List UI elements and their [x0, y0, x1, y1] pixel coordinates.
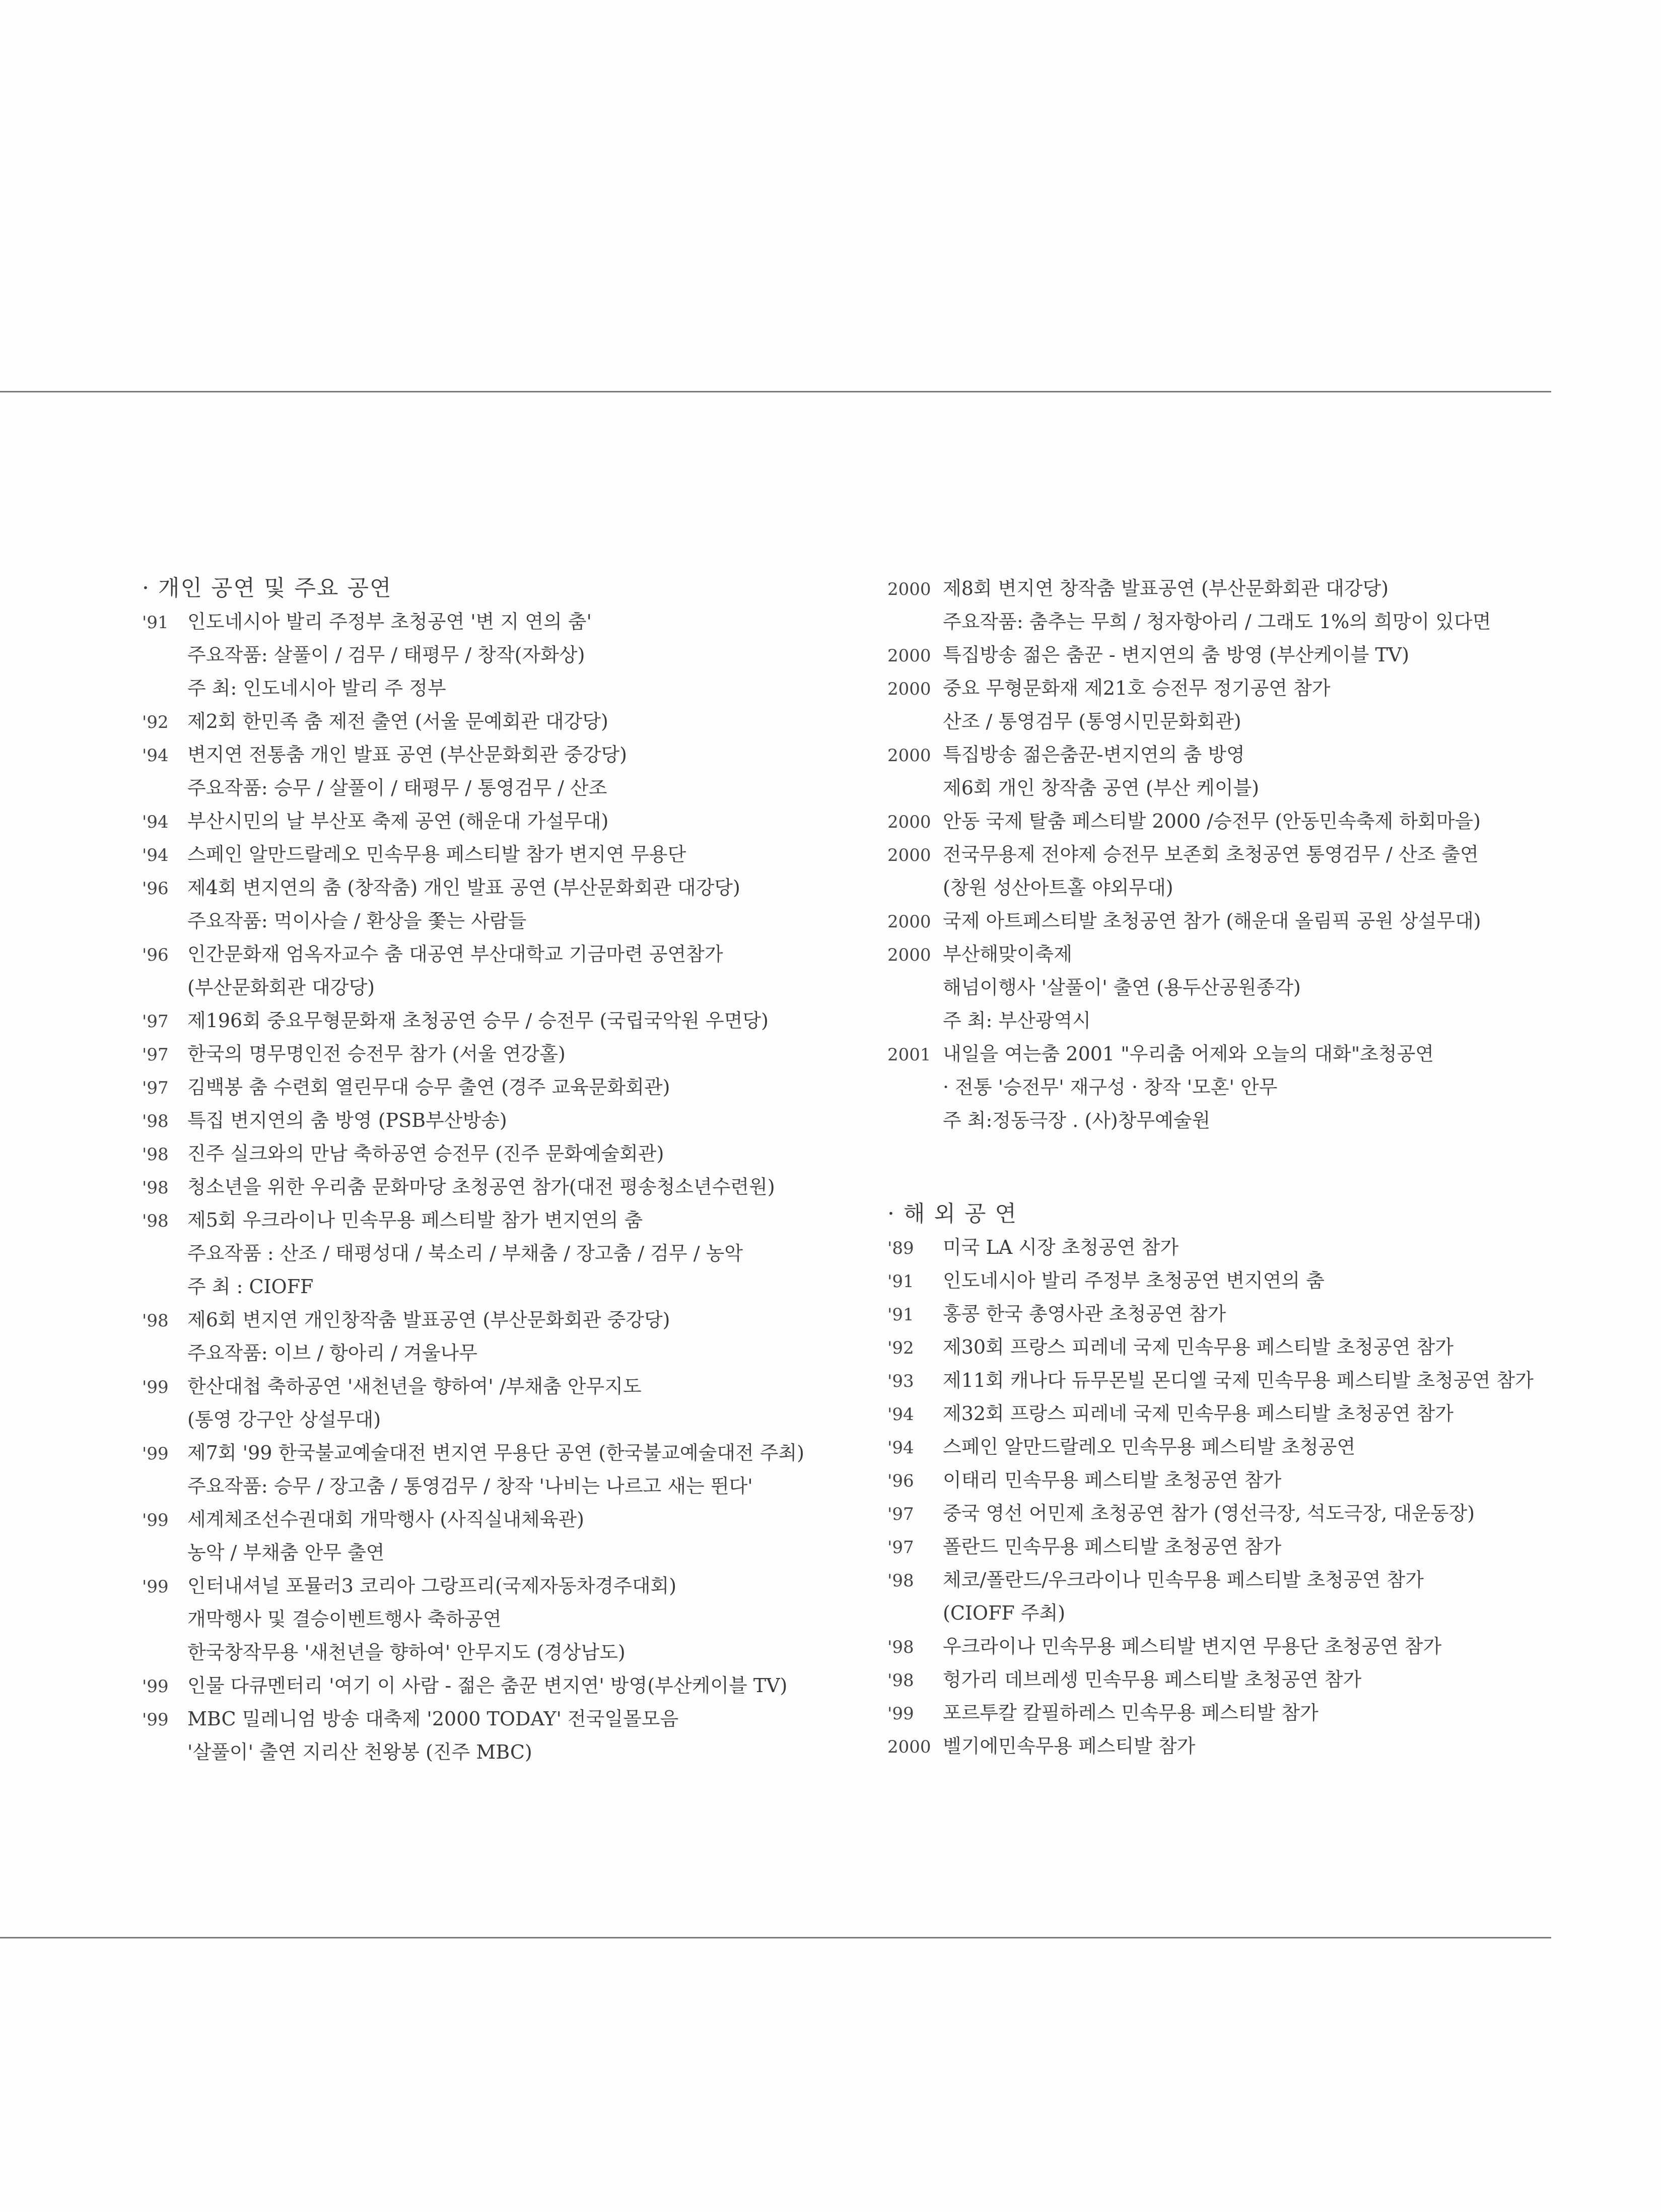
- entry-year: '99: [142, 1677, 169, 1697]
- entry-year: '98: [142, 1145, 169, 1165]
- entry-line: [142, 1370, 857, 1403]
- entry-text: 주요작품: 춤추는 무희 / 청자항아리 / 그래도 1%의 희망이 있다면: [943, 611, 1491, 633]
- entry-line: [887, 937, 1623, 971]
- entry-year: '97: [142, 1012, 169, 1032]
- entry-line: [142, 1004, 857, 1037]
- entry-line: [887, 1364, 1623, 1397]
- entry-year: '91: [142, 613, 169, 633]
- domestic-continued-entries: [887, 572, 1623, 1137]
- section-spacer: [887, 1137, 1623, 1197]
- entry-text: '살풀이' 출연 지리산 천왕봉 (진주 MBC): [187, 1741, 532, 1763]
- entry-line: [142, 1237, 857, 1270]
- entry-year: '93: [887, 1371, 914, 1391]
- entry-year: '94: [887, 1404, 914, 1425]
- entry-year: 2000: [887, 746, 931, 766]
- entry-year: '98: [142, 1211, 169, 1231]
- list-item: [142, 1702, 857, 1769]
- left-column: [142, 572, 857, 1769]
- entry-text: 인도네시아 발리 주정부 초청공연 변지연의 춤: [943, 1269, 1325, 1292]
- entry-text: 제6회 개인 창작춤 공연 (부산 케이블): [943, 777, 1260, 799]
- entry-line: [142, 1403, 857, 1436]
- entry-line: [142, 1536, 857, 1569]
- list-item: [887, 1729, 1623, 1763]
- entry-line: [142, 1303, 857, 1336]
- entry-text: 특집방송 젊은춤꾼-변지연의 춤 방영: [943, 744, 1245, 766]
- entry-text: 제196회 중요무형문화재 초청공연 승무 / 승전무 (국립국악원 우면당): [187, 1010, 769, 1032]
- list-item: [142, 1203, 857, 1303]
- list-item: [887, 638, 1623, 672]
- entry-year: 2001: [887, 1045, 931, 1065]
- list-item: [142, 1070, 857, 1104]
- entry-line: [142, 1503, 857, 1536]
- entry-year: '97: [887, 1504, 914, 1524]
- entry-text: 주요작품 : 산조 / 태평성대 / 북소리 / 부채춤 / 장고춤 / 검무 / 농악: [187, 1242, 743, 1264]
- entry-text: 해넘이행사 '살풀이' 출연 (용두산공원종각): [943, 976, 1301, 998]
- entry-text: 제32회 프랑스 피레네 국제 민속무용 페스티발 초청공연 참가: [943, 1402, 1454, 1425]
- entry-line: [887, 1264, 1623, 1297]
- entry-line: [142, 871, 857, 904]
- entry-text: · 전통 '승전무' 재구성 · 창작 '모혼' 안무: [943, 1076, 1278, 1098]
- bottom-divider-rule: [0, 1937, 1551, 1938]
- entry-text: 중국 영선 어민제 초청공연 참가 (영선극장, 석도극장, 대운동장): [943, 1502, 1475, 1524]
- entry-year: '99: [142, 1444, 169, 1464]
- list-item: [887, 805, 1623, 838]
- entry-text: 주요작품: 승무 / 살풀이 / 태평무 / 통영검무 / 산조: [187, 777, 607, 799]
- entry-line: [142, 971, 857, 1004]
- entry-year: 2000: [887, 1737, 931, 1757]
- entry-year: '94: [142, 812, 169, 832]
- entry-line: [142, 638, 857, 672]
- entry-year: '94: [142, 845, 169, 865]
- list-item: [887, 1663, 1623, 1696]
- list-item: [887, 672, 1623, 738]
- entry-line: [142, 1070, 857, 1104]
- list-item: [887, 1264, 1623, 1297]
- list-item: [887, 1297, 1623, 1330]
- entry-text: 개막행사 및 결승이벤트행사 축하공연: [187, 1608, 502, 1630]
- entry-year: '91: [887, 1271, 914, 1292]
- entry-line: [142, 1702, 857, 1735]
- entry-text: 인간문화재 엄옥자교수 춤 대공연 부산대학교 기금마련 공연참가: [187, 943, 723, 965]
- entry-year: 2000: [887, 845, 931, 865]
- entry-line: [142, 904, 857, 937]
- entry-text: 제30회 프랑스 피레네 국제 민속무용 페스티발 초청공연 참가: [943, 1336, 1454, 1358]
- list-item: [142, 1569, 857, 1669]
- entry-text: (창원 성산아트홀 야외무대): [943, 877, 1173, 899]
- entry-line: [887, 1596, 1623, 1630]
- entry-text: (통영 강구안 상설무대): [187, 1409, 381, 1431]
- entry-line: [887, 1297, 1623, 1330]
- entry-text: 인물 다큐멘터리 '여기 이 사람 - 젊은 춤꾼 변지연' 방영(부산케이블 TV): [187, 1674, 788, 1697]
- entry-text: 전국무용제 전야제 승전무 보존회 초청공연 통영검무 / 산조 출연: [943, 843, 1479, 865]
- entry-line: [142, 1469, 857, 1503]
- entry-year: '98: [887, 1637, 914, 1657]
- entry-line: [142, 1170, 857, 1203]
- entry-text: 주요작품: 승무 / 장고춤 / 통영검무 / 창작 '나비는 나르고 새는 뛴다': [187, 1475, 753, 1497]
- list-item: [887, 937, 1623, 1037]
- entry-year: '97: [887, 1537, 914, 1558]
- entry-line: [887, 1729, 1623, 1763]
- entry-year: '97: [142, 1045, 169, 1065]
- entry-line: [142, 672, 857, 705]
- entry-line: [887, 1563, 1623, 1596]
- entry-line: [142, 937, 857, 971]
- entry-year: '98: [142, 1111, 169, 1131]
- entry-text: 인도네시아 발리 주정부 초청공연 '변 지 연의 춤': [187, 611, 592, 633]
- list-item: [142, 1137, 857, 1170]
- entry-year: '98: [142, 1311, 169, 1331]
- entry-line: [887, 1104, 1623, 1137]
- entry-year: 2000: [887, 912, 931, 932]
- entry-text: 부산시민의 날 부산포 축제 공연 (해운대 가설무대): [187, 810, 609, 832]
- entry-text: 포르투칼 칼필하레스 민속무용 페스티발 참가: [943, 1702, 1319, 1724]
- entry-text: 벨기에민속무용 페스티발 참가: [943, 1735, 1196, 1757]
- entry-text: 인터내셔널 포뮬러3 코리아 그랑프리(국제자동차경주대회): [187, 1575, 677, 1597]
- entry-text: 스페인 알만드랄레오 민속무용 페스티발 초청공연: [943, 1436, 1356, 1458]
- entry-line: [887, 1663, 1623, 1696]
- entry-text: 미국 LA 시장 초청공연 참가: [943, 1236, 1179, 1258]
- entry-text: 헝가리 데브레셍 민속무용 페스티발 초청공연 참가: [943, 1668, 1362, 1691]
- entry-text: 홍콩 한국 총영사관 초청공연 참가: [943, 1303, 1226, 1325]
- list-item: [142, 738, 857, 805]
- entry-line: [887, 904, 1623, 937]
- entry-line: [142, 1336, 857, 1370]
- entry-year: '99: [887, 1704, 914, 1724]
- entry-text: 주 최: 부산광역시: [943, 1010, 1091, 1032]
- entry-year: '97: [142, 1078, 169, 1098]
- list-item: [887, 1497, 1623, 1530]
- entry-line: [142, 1203, 857, 1237]
- entry-year: '98: [887, 1571, 914, 1591]
- list-item: [142, 605, 857, 705]
- entry-year: 2000: [887, 646, 931, 666]
- list-item: [887, 1231, 1623, 1264]
- entry-text: 주 최 : CIOFF: [187, 1276, 314, 1298]
- entry-line: [887, 771, 1623, 805]
- list-item: [887, 572, 1623, 638]
- entry-text: 특집방송 젊은 춤꾼 - 변지연의 춤 방영 (부산케이블 TV): [943, 644, 1410, 666]
- entry-text: 이태리 민속무용 페스티발 초청공연 참가: [943, 1469, 1282, 1491]
- list-item: [142, 1370, 857, 1436]
- list-item: [887, 1696, 1623, 1729]
- entry-line: [142, 1104, 857, 1137]
- entry-year: '94: [142, 746, 169, 766]
- entry-year: 2000: [887, 945, 931, 965]
- entry-text: 폴란드 민속무용 페스티발 초청공연 참가: [943, 1535, 1282, 1558]
- entry-line: [887, 1497, 1623, 1530]
- entry-text: 제8회 변지연 창작춤 발표공연 (부산문화회관 대강당): [943, 577, 1389, 599]
- entry-text: 특집 변지연의 춤 방영 (PSB부산방송): [187, 1109, 507, 1131]
- entry-year: 2000: [887, 812, 931, 832]
- overseas-entries: [887, 1231, 1623, 1763]
- entry-line: [887, 838, 1623, 871]
- list-item: [142, 1303, 857, 1370]
- entry-text: 제11회 캐나다 듀무몬빌 몬디엘 국제 민속무용 페스티발 초청공연 참가: [943, 1369, 1534, 1391]
- entry-text: 진주 실크와의 만남 축하공연 승전무 (진주 문화예술회관): [187, 1143, 664, 1165]
- list-item: [142, 1669, 857, 1702]
- list-item: [142, 871, 857, 937]
- entry-year: '92: [887, 1338, 914, 1358]
- list-item: [142, 838, 857, 871]
- entry-text: 스페인 알만드랄레오 민속무용 페스티발 참가 변지연 무용단: [187, 843, 686, 865]
- list-item: [887, 1037, 1623, 1137]
- list-item: [887, 1330, 1623, 1364]
- entry-line: [142, 805, 857, 838]
- entry-line: [887, 1330, 1623, 1364]
- entry-text: 내일을 여는춤 2001 "우리춤 어제와 오늘의 대화"초청공연: [943, 1043, 1434, 1065]
- entry-text: 한국의 명무명인전 승전무 참가 (서울 연강홀): [187, 1043, 566, 1065]
- list-item: [142, 805, 857, 838]
- entry-year: '91: [887, 1305, 914, 1325]
- entry-line: [887, 605, 1623, 638]
- entry-year: '92: [142, 712, 169, 732]
- entry-year: '89: [887, 1238, 914, 1258]
- entry-text: (부산문화회관 대강당): [187, 976, 375, 998]
- entry-line: [142, 1270, 857, 1303]
- top-divider-rule: [0, 391, 1551, 392]
- entry-text: 제7회 '99 한국불교예술대전 변지연 무용단 공연 (한국불교예술대전 주최): [187, 1442, 805, 1464]
- list-item: [142, 937, 857, 1004]
- entry-text: (CIOFF 주최): [943, 1602, 1066, 1624]
- list-item: [142, 1037, 857, 1070]
- entry-line: [887, 705, 1623, 738]
- list-item: [887, 838, 1623, 904]
- list-item: [887, 904, 1623, 937]
- entry-text: MBC 밀레니엄 방송 대축제 '2000 TODAY' 전국일몰모음: [187, 1708, 679, 1730]
- section-heading-domestic: · 개인 공연 및 주요 공연: [142, 575, 392, 601]
- entry-line: [887, 1231, 1623, 1264]
- entry-line: [142, 1137, 857, 1170]
- entry-text: 산조 / 통영검무 (통영시민문화회관): [943, 710, 1241, 732]
- entry-line: [887, 971, 1623, 1004]
- entry-text: 한국창작무용 '새천년을 향하여' 안무지도 (경상남도): [187, 1641, 626, 1663]
- entry-line: [887, 1463, 1623, 1497]
- entry-text: 국제 아트페스티발 초청공연 참가 (해운대 올림픽 공원 상설무대): [943, 910, 1481, 932]
- list-item: [887, 1630, 1623, 1663]
- entry-text: 우크라이나 민속무용 페스티발 변지연 무용단 초청공연 참가: [943, 1635, 1442, 1657]
- entry-text: 제2회 한민족 춤 제전 출연 (서울 문예회관 대강당): [187, 710, 608, 732]
- entry-line: [887, 672, 1623, 705]
- list-item: [142, 1170, 857, 1203]
- entry-year: '99: [142, 1577, 169, 1597]
- entry-line: [887, 1430, 1623, 1463]
- entry-line: [887, 1397, 1623, 1430]
- entry-text: 한산대첩 축하공연 '새천년을 향하여' /부채춤 안무지도: [187, 1375, 642, 1397]
- list-item: [142, 705, 857, 738]
- entry-year: '99: [142, 1510, 169, 1530]
- entry-line: [142, 838, 857, 871]
- list-item: [887, 738, 1623, 805]
- list-item: [887, 1530, 1623, 1563]
- entry-line: [887, 1037, 1623, 1070]
- entry-text: 중요 무형문화재 제21호 승전무 정기공연 참가: [943, 677, 1331, 699]
- entry-line: [142, 605, 857, 638]
- entry-line: [142, 1569, 857, 1602]
- entry-text: 제6회 변지연 개인창작춤 발표공연 (부산문화회관 중강당): [187, 1309, 670, 1331]
- entry-text: 농악 / 부채춤 안무 출연: [187, 1541, 385, 1564]
- list-item: [142, 1436, 857, 1503]
- list-item: [887, 1563, 1623, 1630]
- entry-line: [142, 705, 857, 738]
- entry-line: [142, 1602, 857, 1636]
- entry-year: '99: [142, 1377, 169, 1397]
- list-item: [887, 1397, 1623, 1430]
- entry-line: [887, 572, 1623, 605]
- list-item: [142, 1104, 857, 1137]
- entry-line: [887, 871, 1623, 904]
- entry-text: 제5회 우크라이나 민속무용 페스티발 참가 변지연의 춤: [187, 1209, 643, 1231]
- entry-text: 주 최: 인도네시아 발리 주 정부: [187, 677, 446, 699]
- entry-year: '98: [887, 1670, 914, 1691]
- entry-line: [142, 1735, 857, 1769]
- entry-year: '96: [887, 1471, 914, 1491]
- entry-line: [142, 771, 857, 805]
- list-item: [887, 1364, 1623, 1397]
- entry-text: 제4회 변지연의 춤 (창작춤) 개인 발표 공연 (부산문화회관 대강당): [187, 877, 740, 899]
- entry-line: [887, 805, 1623, 838]
- entry-line: [142, 1037, 857, 1070]
- entry-year: 2000: [887, 579, 931, 599]
- section-heading-overseas: · 해 외 공 연: [887, 1201, 1017, 1227]
- entry-year: '96: [142, 945, 169, 965]
- entry-text: 세계체조선수권대회 개막행사 (사직실내체육관): [187, 1508, 584, 1530]
- entry-text: 청소년을 위한 우리춤 문화마당 초청공연 참가(대전 평송청소년수련원): [187, 1176, 775, 1198]
- entry-text: 주요작품: 이브 / 항아리 / 겨울나무: [187, 1342, 478, 1364]
- entry-line: [142, 738, 857, 771]
- entry-text: 주요작품: 먹이사슬 / 환상을 쫓는 사람들: [187, 910, 527, 932]
- list-item: [887, 1463, 1623, 1497]
- domestic-entries: [142, 605, 857, 1769]
- entry-line: [887, 1630, 1623, 1663]
- entry-text: 주요작품: 살풀이 / 검무 / 태평무 / 창작(자화상): [187, 644, 585, 666]
- entry-text: 부산해맞이축제: [943, 943, 1072, 965]
- entry-line: [887, 1530, 1623, 1563]
- right-column: [887, 572, 1623, 1763]
- entry-year: '98: [142, 1178, 169, 1198]
- entry-line: [142, 1636, 857, 1669]
- entry-text: 변지연 전통춤 개인 발표 공연 (부산문화회관 중강당): [187, 744, 627, 766]
- list-item: [142, 1004, 857, 1037]
- entry-text: 김백봉 춤 수련회 열린무대 승무 출연 (경주 교육문화회관): [187, 1076, 670, 1098]
- entry-year: 2000: [887, 679, 931, 699]
- entry-year: '99: [142, 1710, 169, 1730]
- entry-year: '94: [887, 1438, 914, 1458]
- entry-line: [887, 1070, 1623, 1104]
- entry-text: 체코/폴란드/우크라이나 민속무용 페스티발 초청공연 참가: [943, 1569, 1424, 1591]
- entry-line: [887, 1696, 1623, 1729]
- entry-line: [142, 1436, 857, 1469]
- entry-text: 주 최:정동극장 . (사)창무예술원: [943, 1109, 1211, 1131]
- list-item: [887, 1430, 1623, 1463]
- entry-line: [142, 1669, 857, 1702]
- entry-line: [887, 738, 1623, 771]
- list-item: [142, 1503, 857, 1569]
- entry-line: [887, 1004, 1623, 1037]
- entry-text: 안동 국제 탈춤 페스티발 2000 /승전무 (안동민속축제 하회마을): [943, 810, 1481, 832]
- entry-line: [887, 638, 1623, 672]
- entry-year: '96: [142, 879, 169, 899]
